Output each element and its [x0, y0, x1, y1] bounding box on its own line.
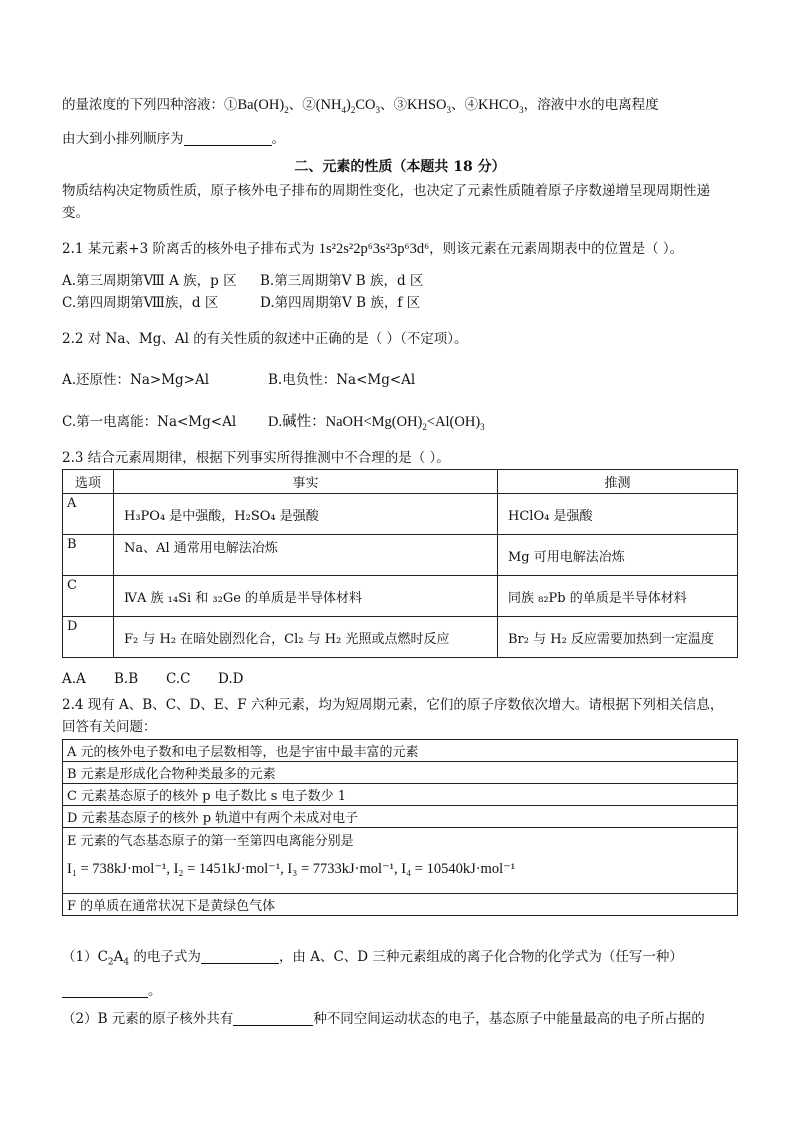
question-2-2-stem: 2.2 对 Na、Mg、Al 的有关性质的叙述中正确的是（ ）（不定项）。	[62, 331, 468, 347]
question-continuation-line: 的量浓度的下列四种溶液：$①Ba(OH)_2$、$②(NH_4)_2CO_3$、$③KHSO_3$、$④KHCO_3$，溶液中水的电离程度	[62, 97, 659, 115]
option-b[interactable]: B.电负性：Na<Mg<Al	[268, 372, 416, 388]
table-row	[63, 806, 738, 828]
sub-question-1: $(1)C_2A_4$ 的电子式为 ，由 A、C、D 三种元素组成的离子化合物的化学式为（任写一种）	[62, 949, 683, 968]
question-2-2-options-row2	[62, 413, 485, 431]
table-cell: A 元的核外电子数和电子层数相等，也是宇宙中最丰富的元素	[63, 740, 738, 762]
table-cell: B 元素是形成化合物种类最多的元素	[63, 762, 738, 784]
question-2-2-options-row1	[62, 371, 415, 389]
question-2-1-stem: 2.1 某元素+3 阶离舌的核外电子排布式为 1s²2s²2p⁶3s²3p⁶3d⁶，则该元素在元素周期表中的位置是（ ）。	[62, 241, 684, 257]
table-cell-fact: F₂ 与 H₂ 在暗处剧烈化合，Cl₂ 与 H₂ 光照或点燃时反应	[114, 617, 498, 658]
sub-question-2: （2）B 元素的原子核外共有 种不同空间运动状态的电子，基态原子中能量最高的电子所占据的	[62, 1011, 705, 1027]
question-2-3-stem: 2.3 结合元素周期律，根据下列事实所得推测中不合理的是（ ）。	[62, 450, 450, 466]
element-info-table	[62, 739, 738, 916]
table-row	[63, 494, 738, 535]
section-intro: 物质结构决定物质性质，原子核外电子排布的周期性变化，也决定了元素性质随着原子序数递增呈现周期性递	[62, 183, 710, 199]
table-cell: F 的单质在通常状况下是黄绿色气体	[63, 894, 738, 916]
question-2-4-stem: 2.4 现有 A、B、C、D、E、F 六种元素，均为短周期元素，它们的原子序数依次增大。请根据下列相关信息，	[62, 697, 724, 713]
answer-blank[interactable]	[233, 1011, 313, 1026]
option-c[interactable]: C.第一电离能：Na<Mg<Al	[62, 414, 237, 430]
option-d[interactable]: D.碱性：$NaOH<Mg(OH)_2<Al(OH)_3$	[268, 414, 485, 432]
question-2-4-stem-cont: 回答有关问题：	[62, 719, 157, 735]
table-cell-guess: Br₂ 与 H₂ 反应需要加热到一定温度	[498, 617, 738, 658]
ionization-energies: I₁ = 738kJ·mol⁻¹, I₂ = 1451kJ·mol⁻¹, I₃ = 7733kJ·mol⁻¹, I₄ = 10540kJ·mol⁻¹	[67, 861, 516, 877]
option-d[interactable]: D.D	[218, 671, 244, 687]
option-d[interactable]: D.第四周期第Ⅴ B 族，f 区	[260, 295, 421, 311]
table-header: 推测	[498, 470, 738, 494]
section-title: 二、元素的性质（本题共 18 分）	[294, 159, 506, 175]
answer-blank[interactable]	[184, 131, 272, 146]
option-c[interactable]: C.C	[166, 671, 191, 687]
table-cell: C 元素基态原子的核外 p 电子数比 s 电子数少 1	[63, 784, 738, 806]
table-row	[63, 894, 738, 916]
table-row	[63, 828, 738, 894]
table-row	[63, 762, 738, 784]
question-2-3-choices	[62, 670, 243, 688]
table-cell-option: A	[63, 494, 114, 535]
table-row	[63, 535, 738, 576]
table-row	[63, 740, 738, 762]
answer-blank[interactable]	[201, 949, 279, 964]
facts-table	[62, 469, 738, 658]
table-header-row	[63, 470, 738, 494]
table-row	[63, 784, 738, 806]
table-row	[63, 617, 738, 658]
table-cell-option: D	[63, 617, 114, 658]
option-a[interactable]: A.第三周期第Ⅷ A 族，p 区	[62, 273, 237, 289]
table-cell-option: C	[63, 576, 114, 617]
answer-line: 由大到小排列顺序为 。	[62, 131, 285, 147]
table-cell-guess: 同族 ₈₂Pb 的单质是半导体材料	[498, 576, 738, 617]
option-a[interactable]: A.A	[62, 671, 86, 687]
question-2-1-options-row2	[62, 294, 420, 312]
sub-question-1-cont: 。	[62, 982, 162, 1000]
option-c[interactable]: C.第四周期第Ⅷ族，d 区	[62, 295, 219, 311]
table-cell-fact: Na、Al 通常用电解法冶炼	[114, 535, 498, 576]
answer-blank[interactable]	[62, 983, 148, 998]
question-2-1-options-row1	[62, 272, 423, 290]
option-b[interactable]: B.B	[114, 671, 139, 687]
table-cell-fact: H₃PO₄ 是中强酸，H₂SO₄ 是强酸	[114, 494, 498, 535]
table-header: 事实	[114, 470, 498, 494]
table-row	[63, 576, 738, 617]
section-intro-cont: 变。	[62, 205, 89, 221]
table-cell-guess: HClO₄ 是强酸	[498, 494, 738, 535]
table-cell-guess: Mg 可用电解法冶炼	[498, 535, 738, 576]
table-cell-fact: ⅣA 族 ₁₄Si 和 ₃₂Ge 的单质是半导体材料	[114, 576, 498, 617]
option-a[interactable]: A.还原性：Na>Mg>Al	[62, 372, 210, 388]
option-b[interactable]: B.第三周期第Ⅴ B 族，d 区	[260, 273, 424, 289]
table-cell: E 元素的气态基态原子的第一至第四电离能分别是 I₁ = 738kJ·mol⁻¹, I₂ = 1451kJ·mol⁻¹, I₃ = 7733kJ·mol⁻¹, I₄ = 10540kJ·mol⁻¹	[63, 828, 738, 894]
table-header: 选项	[63, 470, 114, 494]
table-cell-option: B	[63, 535, 114, 576]
table-cell: D 元素基态原子的核外 p 轨道中有两个未成对电子	[63, 806, 738, 828]
